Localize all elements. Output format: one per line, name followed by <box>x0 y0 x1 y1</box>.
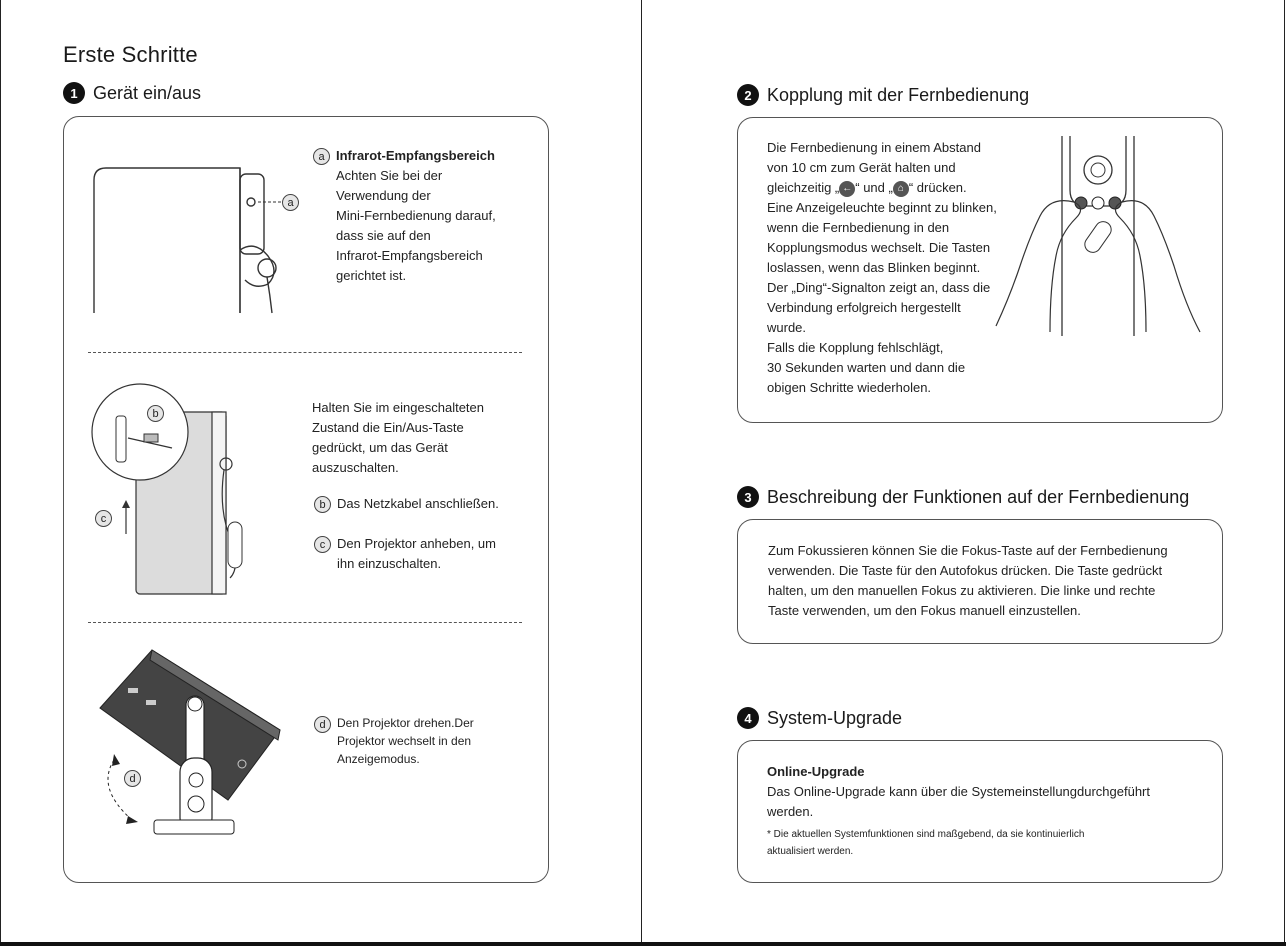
upgrade-line: werden. <box>767 804 814 819</box>
off-text-line: Zustand die Ein/Aus-Taste <box>312 420 464 435</box>
pairing-line: Kopplungsmodus wechselt. Die Tasten <box>767 240 991 255</box>
ir-text-line: gerichtet ist. <box>336 268 407 283</box>
pairing-line: Falls die Kopplung fehlschlägt, <box>767 340 944 355</box>
pairing-line: von 10 cm zum Gerät halten und <box>767 160 956 175</box>
section-title: System-Upgrade <box>767 707 903 728</box>
functions-line: verwenden. Die Taste für den Autofokus drücken. Die Taste gedrückt <box>768 563 1163 578</box>
pairing-line: Verbindung erfolgreich hergestellt <box>767 300 961 315</box>
pairing-line: wenn die Fernbedienung in den <box>767 220 950 235</box>
projector-ir-illustration <box>90 160 310 320</box>
pairing-text <box>767 138 1027 398</box>
functions-text <box>768 541 1208 621</box>
callout-c-label: c <box>314 536 331 553</box>
callout-c-marker <box>95 510 112 528</box>
remote-hands-illustration <box>990 136 1206 336</box>
step-d <box>314 714 524 768</box>
upgrade-note <box>767 826 1207 860</box>
ir-text-line: Mini-Fernbedienung darauf, <box>336 208 496 223</box>
power-on-illustration <box>88 372 258 602</box>
off-text-line: gedrückt, um das Gerät <box>312 440 448 455</box>
back-arrow-icon: ← <box>839 181 855 197</box>
pairing-line: Die Fernbedienung in einem Abstand <box>767 140 981 155</box>
upgrade-line: Das Online-Upgrade kann über die Systemeinstellungdurchgeführt <box>767 784 1150 799</box>
section-number: 4 <box>737 707 759 729</box>
divider <box>88 622 522 623</box>
functions-line: Zum Fokussieren können Sie die Fokus-Taste auf der Fernbedienung <box>768 543 1168 558</box>
functions-line: Taste verwenden, um den Fokus manuell einzustellen. <box>768 603 1081 618</box>
upgrade-note-line: aktualisiert werden. <box>767 846 854 857</box>
pairing-text-part: “ drücken. <box>908 180 967 195</box>
callout-c: c <box>95 510 112 527</box>
step-b <box>314 494 534 514</box>
off-text-line: Halten Sie im eingeschalteten <box>312 400 484 415</box>
callout-d-marker <box>124 770 141 788</box>
upgrade-title: Online-Upgrade <box>767 764 865 779</box>
section-title: Kopplung mit der Fernbedienung <box>767 84 1030 105</box>
section-number: 2 <box>737 84 759 106</box>
step-c <box>314 534 534 574</box>
page-right-edge <box>1284 0 1285 942</box>
ir-text-line: Achten Sie bei der <box>336 168 443 183</box>
upgrade-note-line: * Die aktuellen Systemfunktionen sind maßgebend, da sie kontinuierlich <box>767 829 1085 840</box>
section-number: 1 <box>63 82 85 104</box>
rotate-projector-illustration <box>92 648 312 838</box>
ir-text-line: dass sie auf den <box>336 228 431 243</box>
page-bottom-edge <box>0 942 1286 946</box>
power-off-text <box>312 398 532 478</box>
step-d-text: Anzeigemodus. <box>337 752 420 766</box>
pairing-line: 30 Sekunden warten und dann die <box>767 360 966 375</box>
home-icon: ⌂ <box>893 181 909 197</box>
pairing-line: obigen Schritte wiederholen. <box>767 380 932 395</box>
callout-d-label: d <box>314 716 331 733</box>
callout-a-marker <box>282 194 299 212</box>
section-number: 3 <box>737 486 759 508</box>
divider <box>88 352 522 353</box>
section-title: Beschreibung der Funktionen auf der Fernbedienung <box>767 486 1190 507</box>
pairing-text-part: “ und „ <box>855 180 893 195</box>
step-c-text: Den Projektor anheben, um <box>337 536 496 551</box>
step-c-text: ihn einzuschalten. <box>337 556 442 571</box>
pairing-line-with-icons <box>767 178 1027 198</box>
pairing-line: Eine Anzeigeleuchte beginnt zu blinken, <box>767 200 997 215</box>
step-b-text: Das Netzkabel anschließen. <box>337 496 499 511</box>
page-left-edge <box>0 0 1 942</box>
section-3-heading <box>737 486 1189 508</box>
pairing-line: wurde. <box>767 320 807 335</box>
page-title: Erste Schritte <box>63 42 198 67</box>
section-4-heading <box>737 707 902 729</box>
ir-text-line: Infrarot-Empfangsbereich <box>336 248 483 263</box>
callout-b-marker <box>147 405 164 423</box>
off-text-line: auszuschalten. <box>312 460 399 475</box>
pairing-line: loslassen, wenn das Blinken beginnt. <box>767 260 981 275</box>
section-2-heading <box>737 84 1029 106</box>
section-title: Gerät ein/aus <box>93 82 202 103</box>
callout-b: b <box>147 405 164 422</box>
upgrade-text <box>767 762 1207 822</box>
functions-line: halten, um den manuellen Fokus zu aktivieren. Die linke und rechte <box>768 583 1156 598</box>
ir-title: Infrarot-Empfangsbereich <box>336 148 495 163</box>
ir-description <box>313 146 533 286</box>
pairing-line: Der „Ding“-Signalton zeigt an, dass die <box>767 280 991 295</box>
ir-text-line: Verwendung der <box>336 188 431 203</box>
page-divider <box>641 0 642 942</box>
callout-a-label: a <box>313 148 330 165</box>
section-1-heading <box>63 82 201 104</box>
callout-b-label: b <box>314 496 331 513</box>
step-d-text: Projektor wechselt in den <box>337 734 472 748</box>
callout-a: a <box>282 194 299 211</box>
step-d-text: Den Projektor drehen.Der <box>337 716 474 730</box>
callout-d: d <box>124 770 141 787</box>
pairing-text-part: gleichzeitig „ <box>767 180 840 195</box>
